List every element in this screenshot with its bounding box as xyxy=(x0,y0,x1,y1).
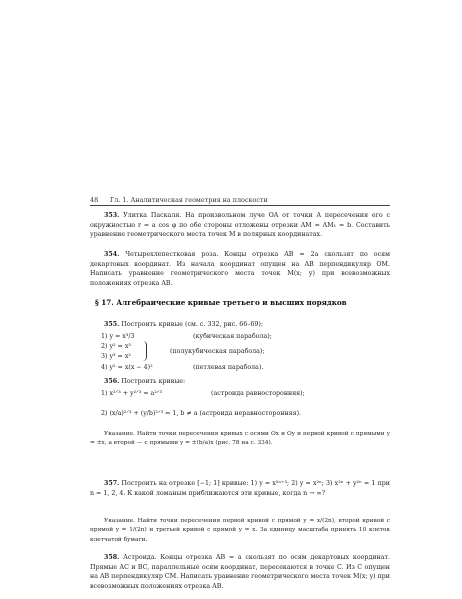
curve-355-1 xyxy=(101,332,272,341)
problem-356-number: 356. xyxy=(104,378,120,385)
problem-354-number: 354. xyxy=(104,251,120,258)
curve-356-1 xyxy=(101,389,305,398)
problem-354-title: Четырехлепестковая роза. xyxy=(125,251,219,258)
curve-355-2-formula: 2) y² = x³ xyxy=(101,343,131,350)
problem-355-number: 355. xyxy=(104,321,120,328)
problem-356-hint xyxy=(90,430,390,449)
curve-355-3-formula: 3) y³ = x² xyxy=(101,353,131,360)
curve-355-4-formula: 4) y² = x(x − 4)² xyxy=(101,364,153,371)
problem-353-title: Улитка Паскаля. xyxy=(123,212,182,219)
curve-355-2 xyxy=(101,342,131,351)
problem-356-intro-text: Построить кривые: xyxy=(121,378,186,385)
problem-356-intro xyxy=(90,377,390,387)
curve-356-2-name: (астроида неравносторонняя). xyxy=(199,410,302,417)
problem-355-intro xyxy=(90,320,390,330)
curve-356-2 xyxy=(101,409,301,418)
curve-355-23-name: (полукубическая парабола); xyxy=(170,348,265,355)
hint-label: Указание. xyxy=(104,518,135,524)
problem-353-number: 353. xyxy=(104,212,120,219)
chapter-title: Гл. 1. Аналитическая геометрия на плоскости xyxy=(110,196,268,204)
problem-357-hint xyxy=(90,517,390,545)
curve-356-2-formula: 2) (x/a)²ᐟ³ + (y/b)²ᐟ³ = 1, b ≠ a xyxy=(101,410,198,417)
problem-354 xyxy=(90,250,390,288)
problem-358 xyxy=(90,553,390,591)
curve-355-4 xyxy=(101,363,264,372)
problem-358-title: Астроида. xyxy=(123,554,157,561)
problem-358-text: Концы отрезка AB = a скользят по осям декартовых координат. Прямые AC и BC, параллельные осям координат, пересекаются в точке C. Из C опущен на AB перпендикуляр CM. Написать уравнение геометрического места точек M(x; y) при всевозможных положениях отрезка AB. xyxy=(90,554,391,590)
curve-356-1-formula: 1) x²ᐟ³ + y²ᐟ³ = a²ᐟ³ xyxy=(101,390,163,397)
problem-357 xyxy=(90,479,390,498)
hint-text: Найти точки пересечения первой кривой с прямой y = x/(2n), второй кривой с прямой y = 1/(2n) и третьей кривой с прямой y = x. За единицу масштаба принять 10 клеток клетчатой бумаги. xyxy=(90,518,390,543)
problem-354-text: Концы отрезка AB = 2a скользят по осям декартовых координат. Из начала координат опущен на AB перпендикуляр OM. Написать уравнение геометрического места точек M(x; y) при всевозможных положениях отрезка AB. xyxy=(90,251,390,287)
problem-353 xyxy=(90,211,390,240)
curve-355-1-formula: 1) y = x³/3 xyxy=(101,333,135,340)
hint-text: Найти точки пересечения кривых с осями Ox и Oy и первой кривой с прямыми y = ±x, а второй — с прямыми y = ±(b/a)x (рис. 78 на с. 334). xyxy=(90,431,391,447)
problem-355-intro-text: Построить кривые (см. с. 332, рис. 66–69): xyxy=(121,321,263,328)
header-rule xyxy=(90,205,390,206)
problem-358-number: 358. xyxy=(104,554,120,561)
curve-355-3 xyxy=(101,352,131,361)
curly-brace xyxy=(143,341,147,361)
section-title: § 17. Алгебраические кривые третьего и высших порядков xyxy=(95,298,347,307)
problem-353-text: На произвольном луче OA от точки A пересечения его с окружностью r = a cos φ по обе стороны отложены отрезки AM = AM₁ = b. Составить уравнение геометрического места точек M в полярных координатах. xyxy=(90,212,390,239)
curve-355-4-name: (петлевая парабола). xyxy=(193,364,264,371)
curve-356-1-name: (астроида равносторонняя); xyxy=(211,390,305,397)
page-number: 48 xyxy=(90,196,99,204)
problem-357-number: 357. xyxy=(104,480,120,487)
hint-label: Указание. xyxy=(104,431,135,437)
curve-355-1-name: (кубическая парабола); xyxy=(193,333,272,340)
problem-357-text: Построить на отрезке [−1; 1] кривые: 1) y = x²ⁿ⁺³; 2) y = x²ⁿ; 3) x²ⁿ + y²ⁿ = 1 при n = 1, 2, 4. К какой ломаным приближаются эти кривые, когда n → ∞? xyxy=(90,480,390,497)
